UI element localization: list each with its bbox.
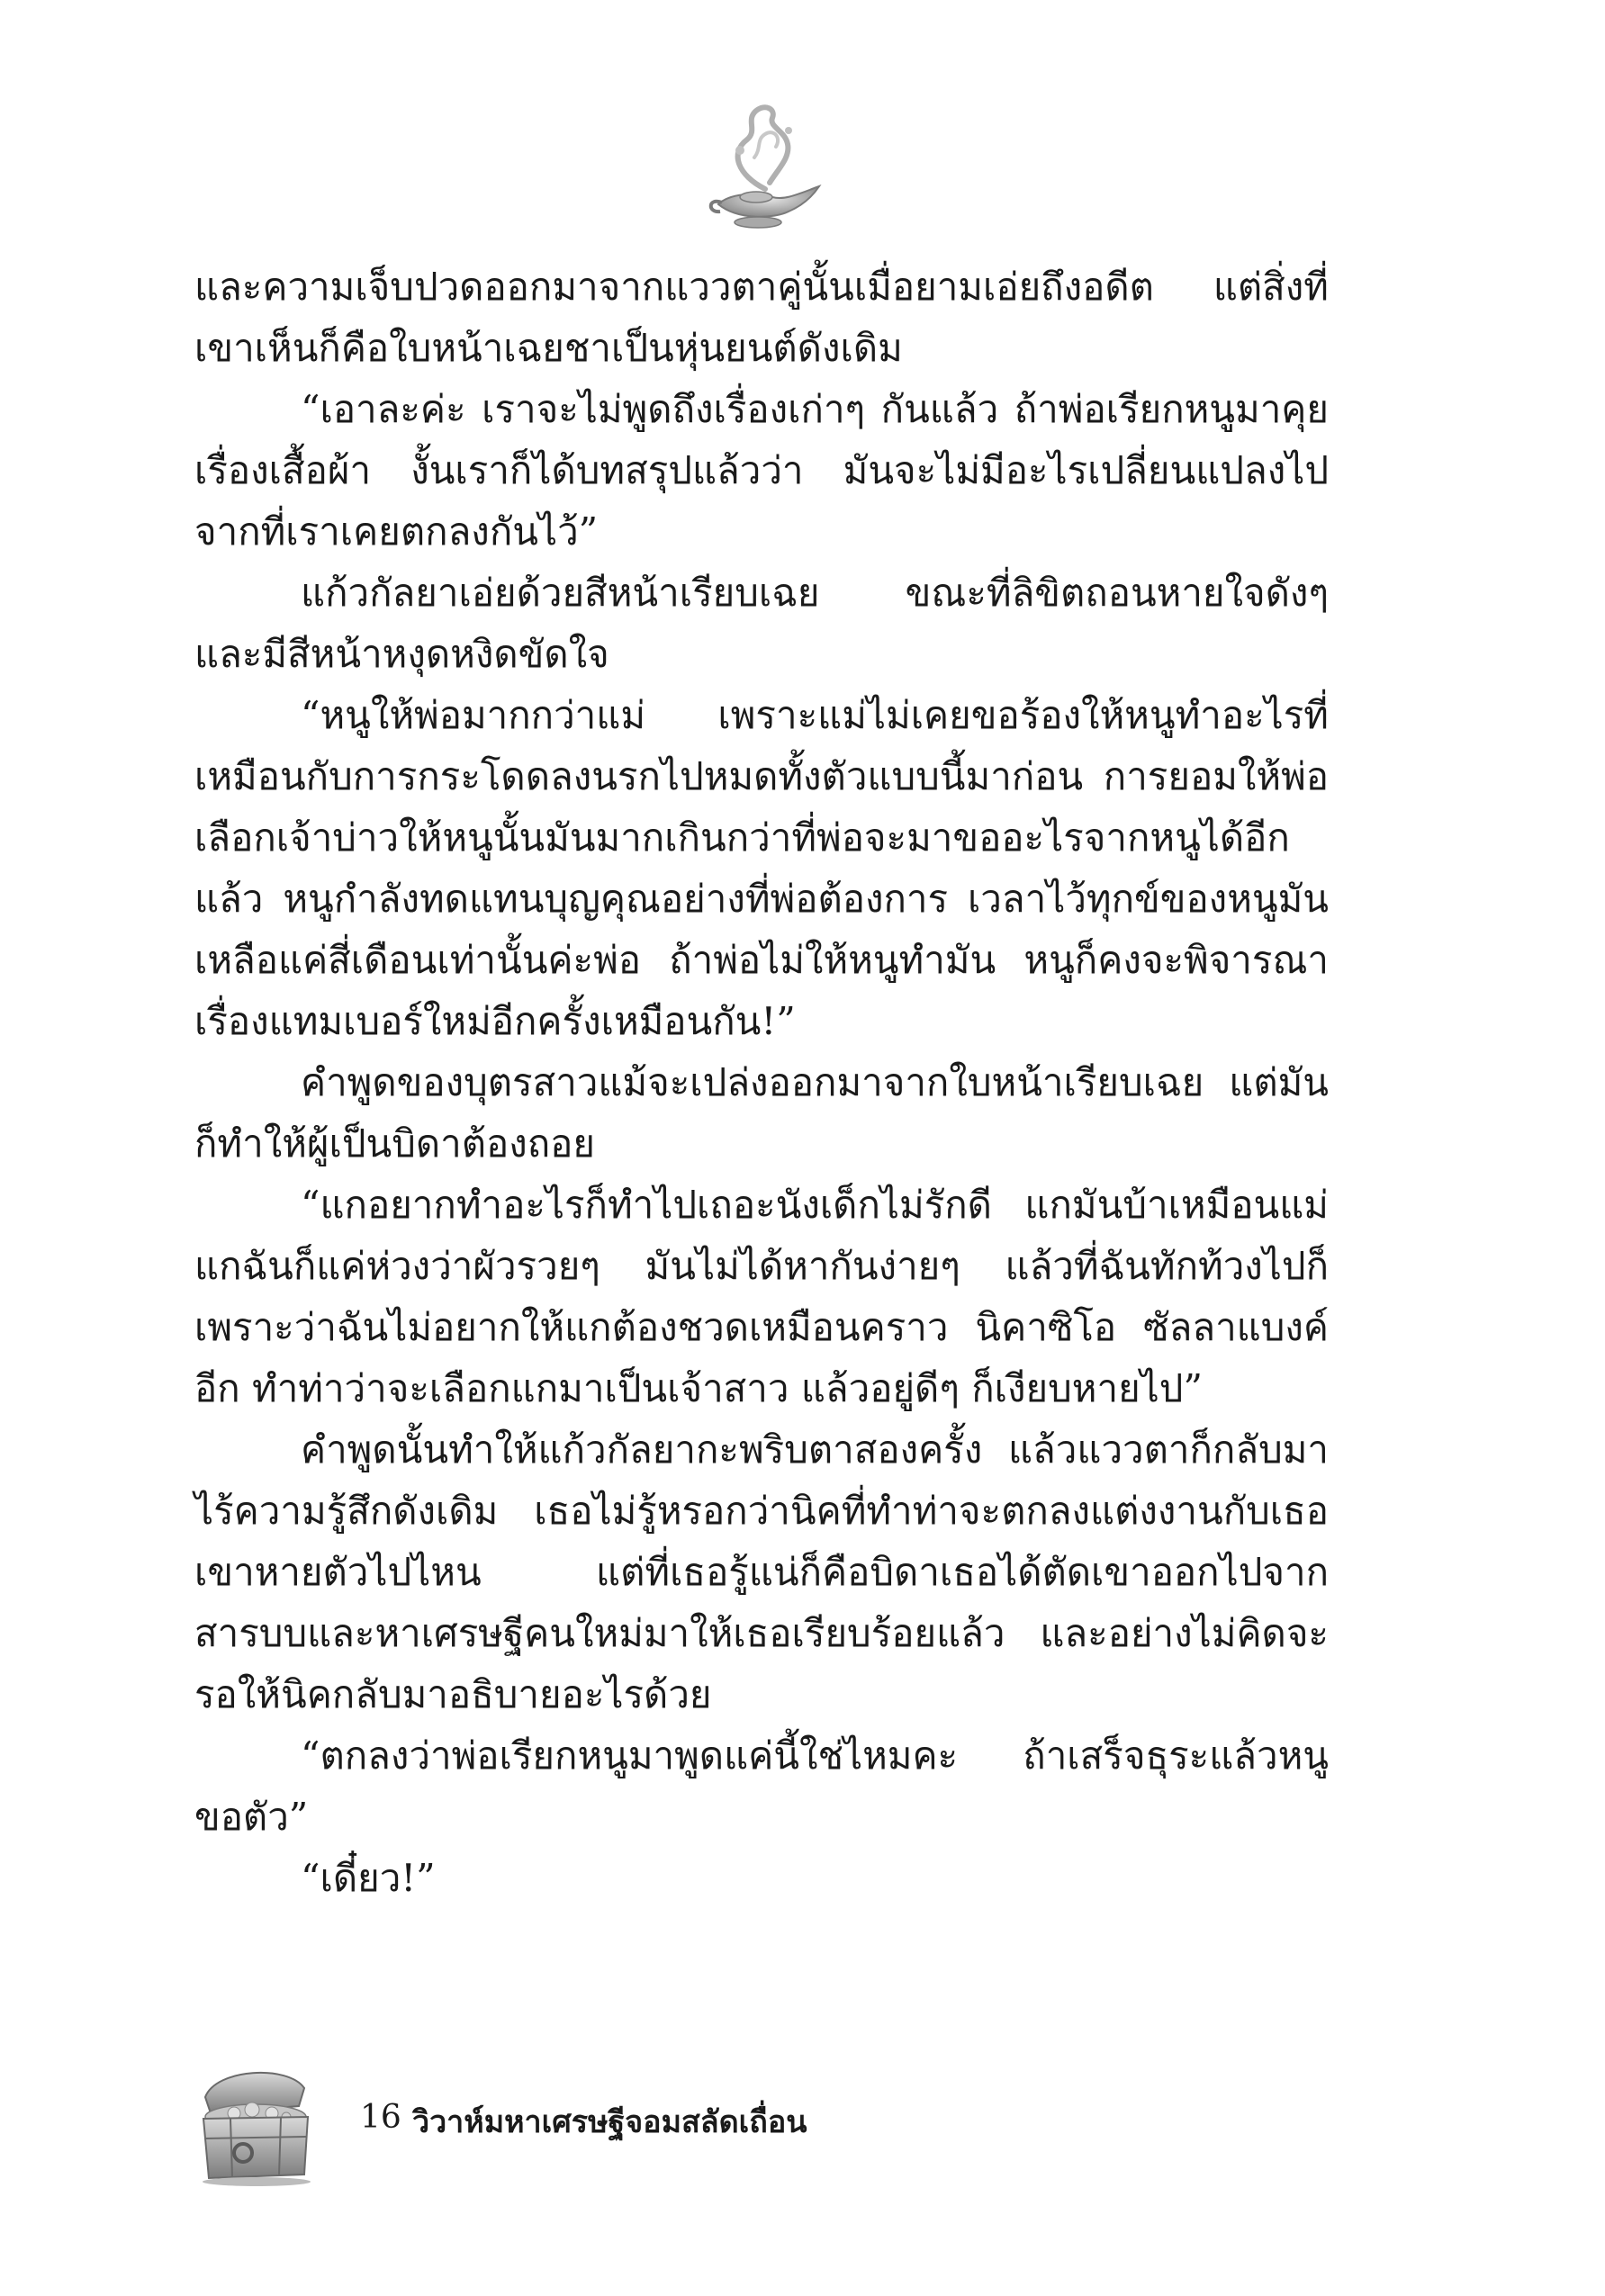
- paragraph-2: “เอาละค่ะ เราจะไม่พูดถึงเรื่องเก่าๆ กันแล้ว ถ้าพ่อเรียกหนูมาคุยเรื่องเสื้อผ้า งั้นเราก็ได้บทสรุปแล้วว่า มันจะไม่มีอะไรเปลี่ยนแปลงไปจากที่เราเคยตกลงกันไว้”: [194, 387, 1329, 554]
- paragraph-9: “เดี๋ยว!”: [301, 1856, 436, 1900]
- page-number: 16: [360, 2099, 401, 2136]
- genie-lamp-icon: [702, 104, 828, 239]
- paragraph-8: “ตกลงว่าพ่อเรียกหนูมาพูดแค่นี้ใช่ไหมคะ ถ้าเสร็จธุระแล้วหนูขอตัว”: [194, 1733, 1329, 1839]
- paragraph-1: และความเจ็บปวดออกมาจากแววตาคู่นั้นเมื่อยามเอ่ยถึงอดีต แต่สิ่งที่เขาเห็นก็คือใบหน้าเฉยชาเป็นหุ่นยนต์ดังเดิม: [194, 265, 1329, 370]
- paragraph-4: “หนูให้พ่อมากกว่าแม่ เพราะแม่ไม่เคยขอร้องให้หนูทำอะไรที่เหมือนกับการกระโดดลงนรกไปหมดทั้งตัวแบบนี้มาก่อน การยอมให้พ่อเลือกเจ้าบ่าวให้หนูนั้นมันมากเกินกว่าที่พ่อจะมาขออะไรจากหนูได้อีกแล้ว หนูกำลังทดแทนบุญคุณอย่างที่พ่อต้องการ เวลาไว้ทุกข์ของหนูมันเหลือแค่สี่เดือนเท่านั้นค่ะพ่อ ถ้าพ่อไม่ให้หนูทำมัน หนูก็คงจะพิจารณาเรื่องแทมเบอร์ใหม่อีกครั้งเหมือนกัน!”: [194, 693, 1329, 1043]
- paragraph-5: คำพูดของบุตรสาวแม้จะเปล่งออกมาจากใบหน้าเรียบเฉย แต่มันก็ทำให้ผู้เป็นบิดาต้องถอย: [194, 1060, 1329, 1166]
- treasure-chest-icon: [189, 2061, 324, 2187]
- book-title: วิวาห์มหาเศรษฐีจอมสลัดเถื่อน: [412, 2104, 807, 2140]
- page-footer: [189, 2061, 999, 2187]
- paragraph-6: “แกอยากทำอะไรก็ทำไปเถอะนังเด็กไม่รักดี แกมันบ้าเหมือนแม่แกฉันก็แค่ห่วงว่าผัวรวยๆ มันไม่ได้หากันง่ายๆ แล้วที่ฉันทักท้วงไปก็เพราะว่าฉันไม่อยากให้แกต้องชวดเหมือนคราว นิคาซิโอ ซัลลาแบงค์ อีก ทำท่าว่าจะเลือกแกมาเป็นเจ้าสาว แล้วอยู่ดีๆ ก็เงียบหายไป”: [194, 1183, 1329, 1410]
- paragraph-3: แก้วกัลยาเอ่ยด้วยสีหน้าเรียบเฉย ขณะที่ลิขิตถอนหายใจดังๆ และมีสีหน้าหงุดหงิดขัดใจ: [194, 571, 1329, 676]
- body-text: [194, 257, 1329, 1909]
- paragraph-7: คำพูดนั้นทำให้แก้วกัลยากะพริบตาสองครั้ง แล้วแววตาก็กลับมาไร้ความรู้สึกดังเดิม เธอไม่รู้หรอกว่านิคที่ทำท่าจะตกลงแต่งงานกับเธอเขาหายตัวไปไหน แต่ที่เธอรู้แน่ก็คือบิดาเธอได้ตัดเขาออกไปจากสารบบและหาเศรษฐีคนใหม่มาให้เธอเรียบร้อยแล้ว และอย่างไม่คิดจะรอให้นิคกลับมาอธิบายอะไรด้วย: [194, 1427, 1329, 1716]
